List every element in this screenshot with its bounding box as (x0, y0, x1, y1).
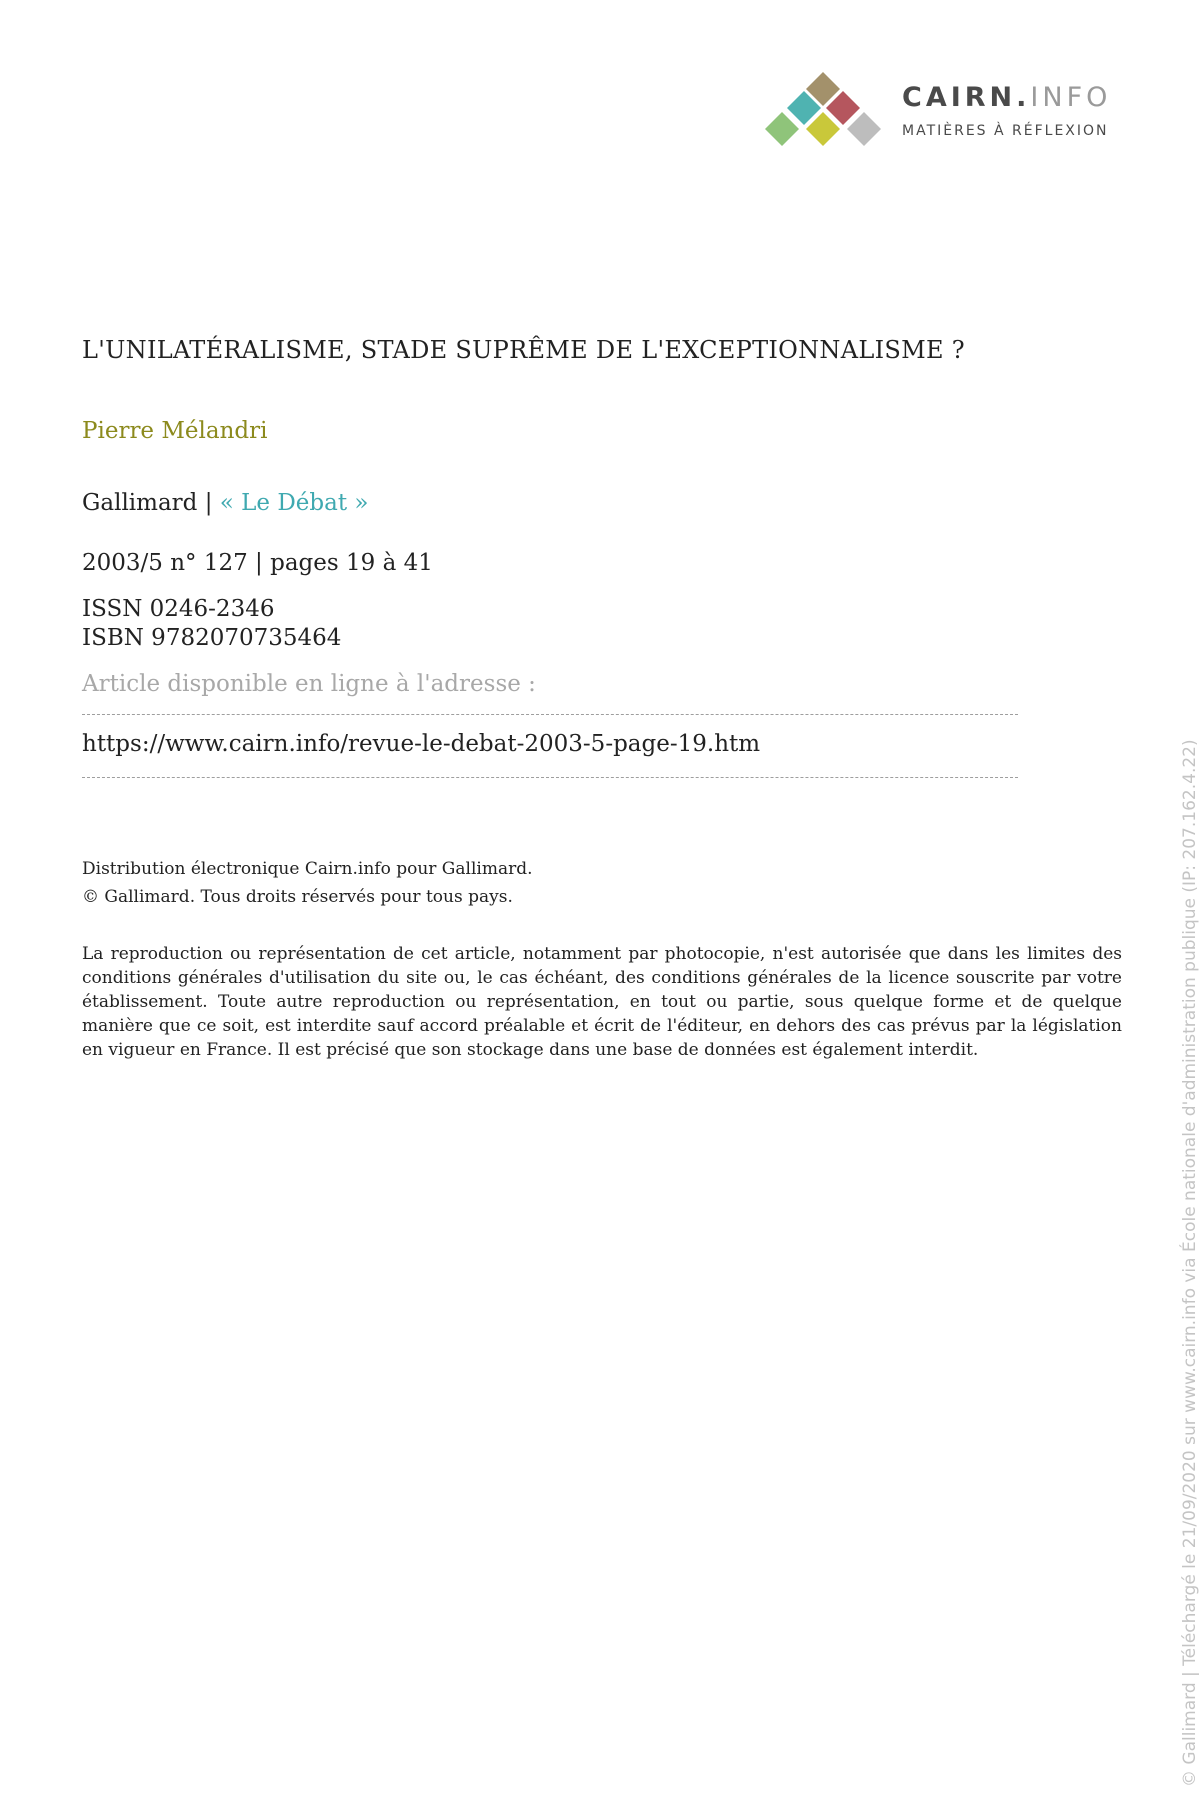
cairn-logo-mark-icon (760, 70, 892, 160)
logo-name: CAIRN (902, 82, 1017, 113)
publisher-line (82, 490, 368, 516)
logo-diamond-gray (847, 112, 881, 146)
logo-dot: . (1016, 82, 1031, 113)
isbn: ISBN 9782070735464 (82, 625, 342, 651)
publisher-name: Gallimard | (82, 490, 220, 516)
article-url-link[interactable]: https://www.cairn.info/revue-le-debat-2003-5-page-19.htm (82, 731, 761, 757)
logo-wordmark (902, 84, 1111, 111)
issn: ISSN 0246-2346 (82, 596, 275, 622)
legal-notice: La reproduction ou représentation de cet article, notamment par photocopie, n'est autorisée que dans les limites des conditions générales d'utilisation du site ou, le cas échéant, des conditions générales de la licence souscrite par votre établissement. Toute autre reproduction ou représentation, en tout ou partie, sous quelque forme et de quelque manière que ce soit, est interdite sauf accord préalable et écrit de l'éditeur, en dehors des cas prévus par la législation en vigueur en France. Il est précisé que son stockage dans une base de données est également interdit. (82, 944, 1122, 1060)
distribution-block (82, 855, 533, 911)
copyright-text: © Gallimard. Tous droits réservés pour tous pays. (82, 887, 513, 908)
logo-tagline: MATIÈRES À RÉFLEXION (902, 123, 1109, 139)
logo-diamond-green (765, 112, 799, 146)
article-title: L'UNILATÉRALISME, STADE SUPRÊME DE L'EXCEPTIONNALISME ? (82, 336, 965, 364)
divider-bottom (82, 777, 1018, 778)
issue-info: 2003/5 n° 127 | pages 19 à 41 (82, 550, 433, 576)
available-online-label: Article disponible en ligne à l'adresse : (82, 671, 536, 697)
cairn-logo[interactable] (760, 70, 1140, 160)
divider-top (82, 714, 1018, 715)
author-link[interactable]: Pierre Mélandri (82, 418, 268, 444)
journal-link[interactable]: « Le Débat » (219, 490, 369, 516)
distribution-text: Distribution électronique Cairn.info pour Gallimard. (82, 859, 533, 879)
logo-suffix: INFO (1030, 82, 1112, 113)
download-watermark: © Gallimard | Téléchargé le 21/09/2020 sur www.cairn.info via École nationale d'administration publique (IP: 207.162.4.22) (1180, 739, 1200, 1787)
